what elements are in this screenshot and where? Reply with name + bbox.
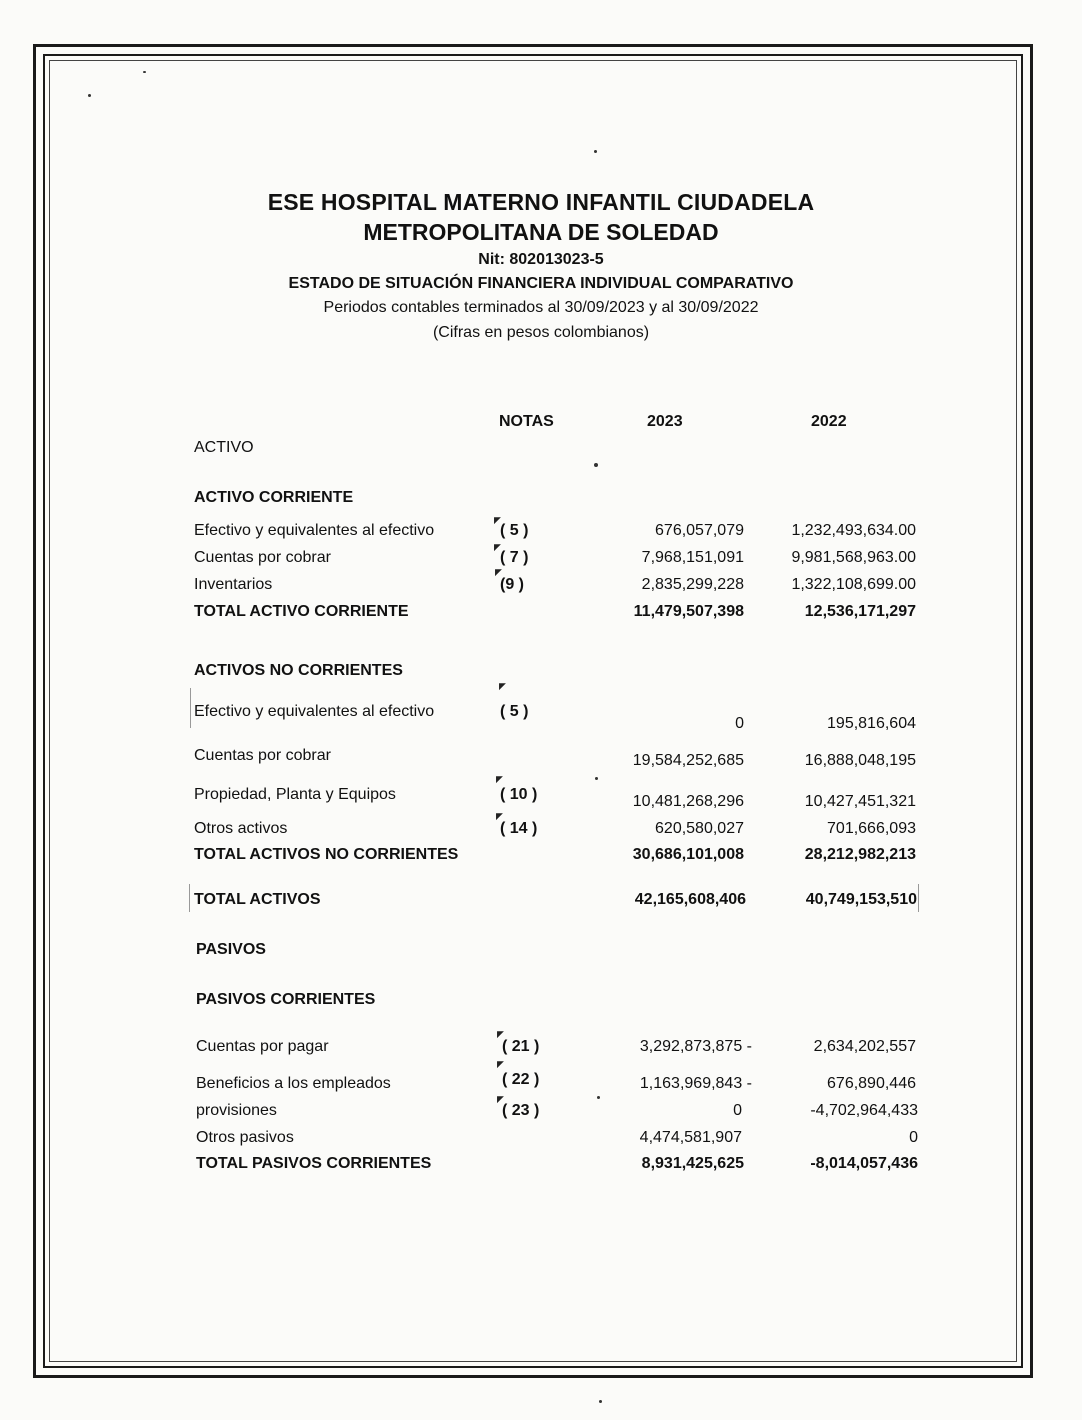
row-note: ( 5 ) — [500, 522, 529, 539]
scan-speck — [599, 1400, 602, 1403]
total-label: TOTAL ACTIVOS NO CORRIENTES — [194, 846, 459, 863]
row-label: Cuentas por cobrar — [194, 747, 331, 764]
row-value-2023: 2,835,299,228 — [641, 576, 744, 593]
row-label: Cuentas por pagar — [196, 1038, 329, 1055]
row-note: ( 10 ) — [500, 786, 538, 803]
company-nit: Nit: 802013023-5 — [478, 251, 604, 268]
row-value-2022: 16,888,048,195 — [804, 752, 916, 769]
section-heading-activo-corriente: ACTIVO CORRIENTE — [194, 489, 354, 506]
company-name-line2: METROPOLITANA DE SOLEDAD — [363, 219, 719, 245]
check-mark-icon: ◤ — [497, 1059, 504, 1069]
row-note: ( 7 ) — [500, 549, 529, 566]
row-note: (9 ) — [500, 576, 524, 593]
total-label: TOTAL ACTIVO CORRIENTE — [194, 603, 409, 620]
check-mark-icon: ◤ — [496, 774, 503, 784]
row-value-2022: 195,816,604 — [827, 715, 916, 732]
row-value-2023: 10,481,268,296 — [632, 793, 744, 810]
row-value-2022: 701,666,093 — [827, 820, 916, 837]
company-name-line1: ESE HOSPITAL MATERNO INFANTIL CIUDADELA — [267, 189, 815, 215]
total-value-2023: 30,686,101,008 — [632, 846, 744, 863]
total-value-2022: -8,014,057,436 — [810, 1155, 918, 1172]
scan-speck — [88, 94, 91, 97]
row-label: provisiones — [196, 1102, 277, 1119]
total-value-2022: 28,212,982,213 — [804, 846, 916, 863]
row-value-2022: 0 — [909, 1129, 918, 1146]
scan-speck — [143, 71, 146, 73]
row-value-2023: 620,580,027 — [655, 820, 744, 837]
statement-period: Periodos contables terminados al 30/09/2023 y al 30/09/2022 — [323, 299, 759, 316]
row-note: ( 23 ) — [502, 1102, 540, 1119]
row-value-2022: 1,322,108,699.00 — [791, 576, 916, 593]
section-heading-pasivos-corrientes: PASIVOS CORRIENTES — [196, 991, 376, 1008]
scan-speck — [595, 777, 598, 780]
row-value-2022: 9,981,568,963.00 — [791, 549, 916, 566]
grand-total-label: TOTAL ACTIVOS — [194, 891, 321, 908]
check-mark-icon: ◤ — [495, 567, 502, 577]
row-value-2023: 676,057,079 — [655, 522, 744, 539]
row-value-2023: 4,474,581,907 — [639, 1129, 742, 1146]
currency-note: (Cifras en pesos colombianos) — [432, 324, 650, 341]
check-mark-icon: ◤ — [496, 811, 503, 821]
section-heading-activo: ACTIVO — [194, 439, 254, 456]
row-label: Cuentas por cobrar — [194, 549, 331, 566]
check-mark-icon: ◤ — [499, 681, 506, 691]
grand-total-value-2022: 40,749,153,510 — [805, 891, 917, 908]
total-label: TOTAL PASIVOS CORRIENTES — [196, 1155, 432, 1172]
row-label: Beneficios a los empleados — [196, 1075, 391, 1092]
row-label: Inventarios — [194, 576, 273, 593]
column-header-notes: NOTAS — [499, 413, 554, 430]
row-note: ( 14 ) — [500, 820, 538, 837]
check-mark-icon: ◤ — [494, 542, 501, 552]
row-value-2023: 19,584,252,685 — [632, 752, 744, 769]
row-label: Otros activos — [194, 820, 288, 837]
row-label: Otros pasivos — [196, 1129, 294, 1146]
column-header-2022: 2022 — [811, 413, 847, 430]
row-value-2023: 0 — [735, 715, 744, 732]
grand-total-value-2023: 42,165,608,406 — [634, 891, 746, 908]
row-value-2022: -4,702,964,433 — [810, 1102, 918, 1119]
row-value-2022: 676,890,446 — [827, 1075, 916, 1092]
total-value-2023: 11,479,507,398 — [633, 603, 744, 620]
row-value-2023: 0 — [733, 1102, 742, 1119]
scan-speck — [594, 463, 598, 467]
total-value-2022: 12,536,171,297 — [804, 603, 916, 620]
statement-title: ESTADO DE SITUACIÓN FINANCIERA INDIVIDUAL COMPARATIVO — [288, 275, 794, 292]
column-header-2023: 2023 — [647, 413, 683, 430]
scan-speck — [594, 150, 597, 153]
row-label: Propiedad, Planta y Equipos — [194, 786, 396, 803]
row-value-2022: 10,427,451,321 — [804, 793, 916, 810]
row-value-2023: 3,292,873,875 - — [639, 1038, 752, 1055]
row-note: ( 21 ) — [502, 1038, 540, 1055]
row-note: ( 5 ) — [500, 703, 529, 720]
row-value-2023: 7,968,151,091 — [641, 549, 744, 566]
scan-speck — [597, 1096, 600, 1099]
row-label: Efectivo y equivalentes al efectivo — [194, 703, 435, 720]
row-value-2023: 1,163,969,843 - — [639, 1075, 752, 1092]
row-value-2022: 1,232,493,634.00 — [791, 522, 916, 539]
check-mark-icon: ◤ — [497, 1094, 504, 1104]
section-heading-activos-no-corrientes: ACTIVOS NO CORRIENTES — [194, 662, 403, 679]
check-mark-icon: ◤ — [494, 515, 501, 525]
section-heading-pasivos: PASIVOS — [196, 941, 266, 958]
row-value-2022: 2,634,202,557 — [813, 1038, 916, 1055]
row-label: Efectivo y equivalentes al efectivo — [194, 522, 435, 539]
total-value-2023: 8,931,425,625 — [641, 1155, 744, 1172]
check-mark-icon: ◤ — [497, 1029, 504, 1039]
row-note: ( 22 ) — [502, 1071, 540, 1088]
